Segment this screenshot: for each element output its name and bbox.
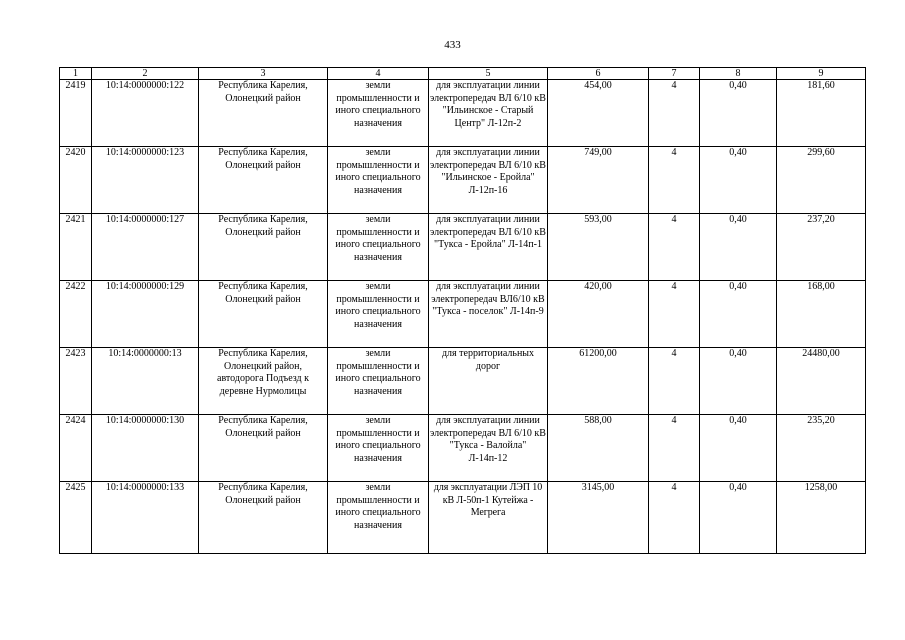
row-number: 2421 bbox=[60, 214, 92, 281]
table-row bbox=[60, 80, 866, 147]
column-7-value: 4 bbox=[649, 147, 700, 214]
location: Республика Карелия, Олонецкий район bbox=[199, 147, 328, 214]
land-category: земли промышленности и иного специального назначения bbox=[328, 482, 429, 554]
table-row bbox=[60, 348, 866, 415]
table-row bbox=[60, 281, 866, 348]
column-9-value: 1258,00 bbox=[777, 482, 866, 554]
area-value: 61200,00 bbox=[548, 348, 649, 415]
land-registry-table bbox=[59, 67, 866, 554]
column-number-row bbox=[60, 68, 866, 80]
column-8-value: 0,40 bbox=[700, 214, 777, 281]
column-9-value: 24480,00 bbox=[777, 348, 866, 415]
cadastral-number: 10:14:0000000:123 bbox=[92, 147, 199, 214]
row-number: 2422 bbox=[60, 281, 92, 348]
page-number: 433 bbox=[444, 39, 461, 51]
column-header: 6 bbox=[548, 68, 649, 80]
location: Республика Карелия, Олонецкий район bbox=[199, 80, 328, 147]
location: Республика Карелия, Олонецкий район bbox=[199, 214, 328, 281]
column-9-value: 235,20 bbox=[777, 415, 866, 482]
land-category: земли промышленности и иного специального назначения bbox=[328, 348, 429, 415]
column-7-value: 4 bbox=[649, 415, 700, 482]
table-row bbox=[60, 482, 866, 554]
column-8-value: 0,40 bbox=[700, 147, 777, 214]
cadastral-number: 10:14:0000000:129 bbox=[92, 281, 199, 348]
table-row bbox=[60, 147, 866, 214]
column-header: 5 bbox=[429, 68, 548, 80]
land-purpose: для эксплуатации линии электропередач ВЛ 6/10 кВ "Ильинское - Старый Центр" Л-12п-2 bbox=[429, 80, 548, 147]
land-purpose: для эксплуатации линии электропередач ВЛ 6/10 кВ "Тукса - Валойла" Л-14п-12 bbox=[429, 415, 548, 482]
land-category: земли промышленности и иного специального назначения bbox=[328, 415, 429, 482]
column-header: 7 bbox=[649, 68, 700, 80]
area-value: 749,00 bbox=[548, 147, 649, 214]
column-7-value: 4 bbox=[649, 214, 700, 281]
column-header: 4 bbox=[328, 68, 429, 80]
column-header: 1 bbox=[60, 68, 92, 80]
column-8-value: 0,40 bbox=[700, 80, 777, 147]
column-9-value: 237,20 bbox=[777, 214, 866, 281]
area-value: 454,00 bbox=[548, 80, 649, 147]
land-category: земли промышленности и иного специального назначения bbox=[328, 80, 429, 147]
column-header: 3 bbox=[199, 68, 328, 80]
column-8-value: 0,40 bbox=[700, 415, 777, 482]
area-value: 3145,00 bbox=[548, 482, 649, 554]
column-7-value: 4 bbox=[649, 281, 700, 348]
land-purpose: для эксплуатации линии электропередач ВЛ 6/10 кВ "Ильинское - Еройла" Л-12п-16 bbox=[429, 147, 548, 214]
location: Республика Карелия, Олонецкий район bbox=[199, 415, 328, 482]
cadastral-number: 10:14:0000000:122 bbox=[92, 80, 199, 147]
row-number: 2425 bbox=[60, 482, 92, 554]
column-8-value: 0,40 bbox=[700, 482, 777, 554]
location: Республика Карелия, Олонецкий район bbox=[199, 281, 328, 348]
land-purpose: для эксплуатации линии электропередач ВЛ 6/10 кВ "Тукса - Еройла" Л-14п-1 bbox=[429, 214, 548, 281]
column-9-value: 168,00 bbox=[777, 281, 866, 348]
column-7-value: 4 bbox=[649, 348, 700, 415]
cadastral-number: 10:14:0000000:133 bbox=[92, 482, 199, 554]
area-value: 588,00 bbox=[548, 415, 649, 482]
location: Республика Карелия, Олонецкий район, автодорога Подъезд к деревне Нурмолицы bbox=[199, 348, 328, 415]
table-row bbox=[60, 214, 866, 281]
row-number: 2423 bbox=[60, 348, 92, 415]
land-category: земли промышленности и иного специального назначения bbox=[328, 214, 429, 281]
column-header: 8 bbox=[700, 68, 777, 80]
cadastral-number: 10:14:0000000:130 bbox=[92, 415, 199, 482]
cadastral-number: 10:14:0000000:127 bbox=[92, 214, 199, 281]
area-value: 593,00 bbox=[548, 214, 649, 281]
row-number: 2419 bbox=[60, 80, 92, 147]
land-purpose: для эксплуатации линии электропередач ВЛ6/10 кВ "Тукса - поселок" Л-14п-9 bbox=[429, 281, 548, 348]
land-category: земли промышленности и иного специального назначения bbox=[328, 281, 429, 348]
area-value: 420,00 bbox=[548, 281, 649, 348]
column-8-value: 0,40 bbox=[700, 348, 777, 415]
column-7-value: 4 bbox=[649, 80, 700, 147]
column-9-value: 299,60 bbox=[777, 147, 866, 214]
table-row bbox=[60, 415, 866, 482]
row-number: 2424 bbox=[60, 415, 92, 482]
column-header: 9 bbox=[777, 68, 866, 80]
column-7-value: 4 bbox=[649, 482, 700, 554]
land-category: земли промышленности и иного специального назначения bbox=[328, 147, 429, 214]
column-header: 2 bbox=[92, 68, 199, 80]
cadastral-number: 10:14:0000000:13 bbox=[92, 348, 199, 415]
row-number: 2420 bbox=[60, 147, 92, 214]
column-8-value: 0,40 bbox=[700, 281, 777, 348]
location: Республика Карелия, Олонецкий район bbox=[199, 482, 328, 554]
land-purpose: для территориальных дорог bbox=[429, 348, 548, 415]
column-9-value: 181,60 bbox=[777, 80, 866, 147]
land-purpose: для эксплуатации ЛЭП 10 кВ Л-50п-1 Кутейжа - Мегрега bbox=[429, 482, 548, 554]
